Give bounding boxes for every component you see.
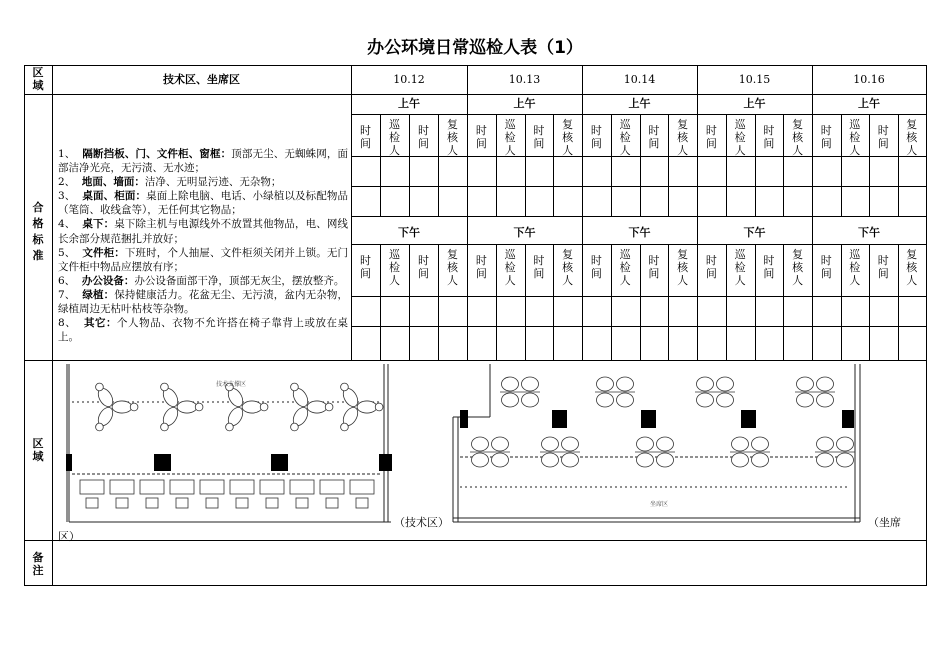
date-header: 10.15 [738, 73, 771, 86]
column-header: 时 间 [475, 254, 487, 280]
column-header: 巡 检 人 [389, 118, 400, 157]
date-header: 10.16 [853, 73, 885, 86]
column-header: 巡 检 人 [849, 248, 861, 287]
column-header: 时 间 [705, 124, 717, 150]
column-header: 复 核 人 [906, 118, 918, 157]
date-header: 10.12 [393, 73, 425, 86]
column-header: 复 核 人 [447, 248, 458, 287]
shift-label: 上午 [743, 97, 766, 110]
column-header: 时 间 [590, 254, 602, 280]
column-header: 复 核 人 [792, 118, 804, 157]
column-header: 时 间 [360, 254, 371, 280]
column-header: 巡 检 人 [849, 118, 861, 157]
column-header: 时 间 [648, 124, 660, 150]
column-header: 时 间 [820, 254, 832, 280]
column-header: 时 间 [705, 254, 717, 280]
tech-area-floor-plan [66, 362, 396, 527]
column-header: 巡 检 人 [619, 248, 631, 287]
caption-tech: （技术区） [394, 516, 449, 529]
column-header: 时 间 [763, 254, 775, 280]
region-header: 区 域 [32, 66, 44, 92]
column-header: 时 间 [533, 254, 545, 280]
column-header: 复 核 人 [677, 248, 689, 287]
column-header: 复 核 人 [562, 118, 574, 157]
column-header: 巡 检 人 [504, 118, 516, 157]
caption-seat-b: 区） [58, 530, 80, 543]
column-header: 复 核 人 [792, 248, 804, 287]
shift-label: 上午 [858, 97, 880, 110]
column-header: 时 间 [418, 124, 429, 150]
shift-label: 下午 [398, 226, 420, 239]
seat-plan-label: 坐席区 [650, 501, 669, 508]
seat-area-floor-plan [450, 362, 865, 527]
area-name: 技术区、坐席区 [163, 73, 240, 86]
column-header: 时 间 [360, 124, 371, 150]
column-header: 时 间 [877, 254, 889, 280]
column-header: 时 间 [648, 254, 660, 280]
column-header: 巡 检 人 [734, 248, 746, 287]
column-header: 时 间 [533, 124, 545, 150]
tech-plan-label: 技术支撑区 [216, 381, 247, 388]
caption-seat-a: （坐席 [868, 516, 901, 529]
column-header: 时 间 [877, 124, 889, 150]
column-header: 时 间 [475, 124, 487, 150]
shift-label: 上午 [398, 97, 420, 110]
standard-list: 1、 隔断挡板、门、文件柜、窗框：顶部无尘、无蜘蛛网，面部洁净光亮，无污渍、无水迹； 2、 地面、墙面：洁净、无明显污迹、无杂物； 3、 桌面、柜面：桌面上除电脑、电话、小绿植以及标配物品（笔筒、收线盒等），无任何其它物品； 4、 桌下：桌下除主机与电源线外不放置其他物品，电、网线长余部分规范捆扎并放好； 5、 文件柜：下班时，个人抽屉、文件柜须关闭并上锁。无门文件柜中物品应摆放有序； 6、 办公设备：办公设备面部干净，顶部无灰尘，摆放整齐。 7、 绿植：保持健康活力。花盆无尘、无污渍，盆内无杂物，绿植周边无枯叶枯枝等杂物。 8、 其它：个人物品、衣物不允许搭在椅子靠背上或放在桌上。 [58, 148, 349, 344]
column-header: 时 间 [820, 124, 832, 150]
column-header: 复 核 人 [906, 248, 918, 287]
shift-label: 下午 [858, 226, 880, 239]
shift-label: 下午 [743, 226, 766, 239]
column-header: 巡 检 人 [734, 118, 746, 157]
area-row-label: 区 域 [32, 437, 44, 463]
shift-label: 上午 [513, 97, 536, 110]
column-header: 巡 检 人 [389, 248, 400, 287]
column-header: 时 间 [590, 124, 602, 150]
shift-label: 下午 [628, 226, 651, 239]
page-title: 办公环境日常巡检人表（1） [367, 38, 583, 58]
date-header: 10.14 [623, 73, 656, 86]
column-header: 复 核 人 [562, 248, 574, 287]
column-header: 巡 检 人 [504, 248, 516, 287]
column-header: 复 核 人 [677, 118, 689, 157]
column-header: 巡 检 人 [619, 118, 631, 157]
column-header: 时 间 [763, 124, 775, 150]
shift-label: 上午 [628, 97, 651, 110]
remarks-label: 备 注 [32, 551, 44, 577]
column-header: 复 核 人 [447, 118, 458, 157]
date-header: 10.13 [508, 73, 541, 86]
remarks-field[interactable] [53, 541, 925, 584]
column-header: 时 间 [418, 254, 429, 280]
shift-label: 下午 [513, 226, 536, 239]
standard-label: 合 格 标 准 [32, 201, 44, 262]
